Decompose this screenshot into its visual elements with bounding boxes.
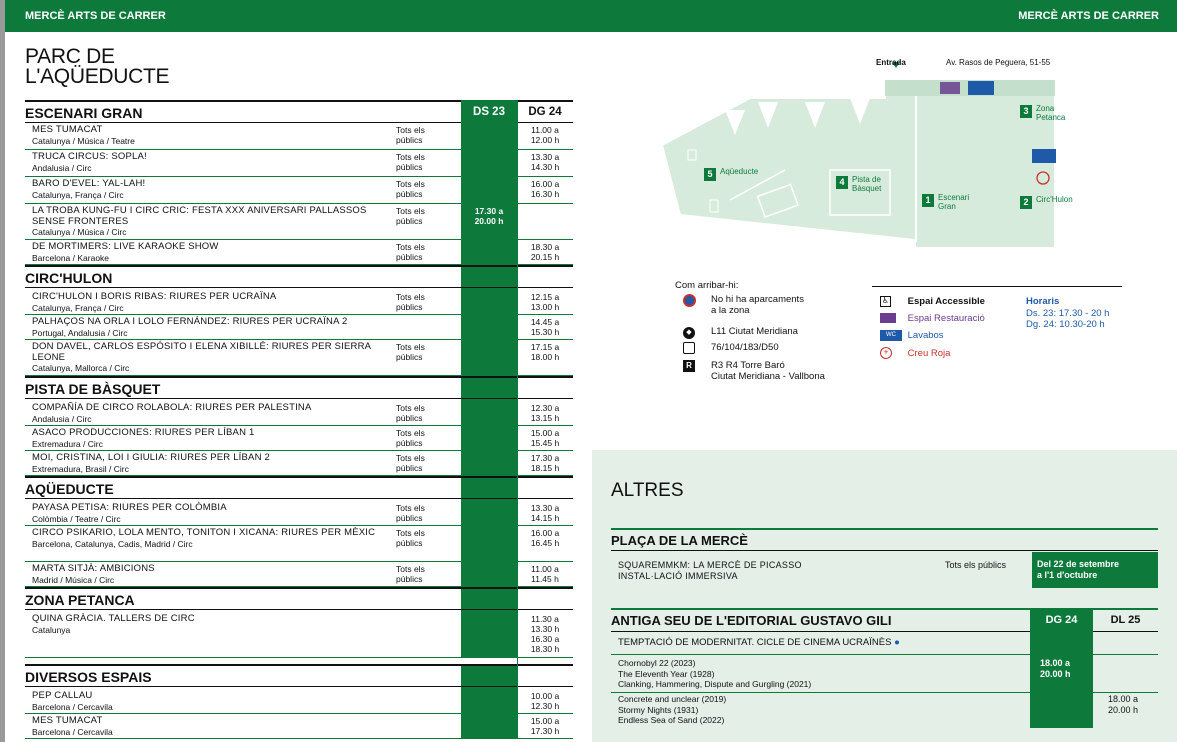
- park-title: [25, 47, 225, 87]
- schedule-row: [25, 501, 573, 526]
- show-origin: Catalunya: [32, 624, 71, 635]
- section-header: [25, 376, 573, 399]
- section-name: PISTA DE BÀSQUET: [25, 381, 161, 397]
- schedule-row: [25, 526, 573, 562]
- audience-line2: públics: [396, 352, 423, 362]
- merce-event: [618, 560, 802, 581]
- transport-text: R3 R4 Torre Baró Ciutat Meridiana - Vallbona: [711, 360, 825, 382]
- dg-time: 17.30 a 18.15 h: [530, 453, 560, 473]
- how-to-get-there: [675, 280, 825, 382]
- ds-cell: [461, 340, 517, 376]
- show-title: DE MORTIMERS: LIVE KARAOKE SHOW: [32, 241, 219, 252]
- dg-time: 11.00 a 12.00 h: [530, 125, 560, 145]
- section-header: [25, 664, 573, 687]
- show-origin: Andalusia / Circ: [32, 162, 92, 173]
- schedule-row: [25, 177, 573, 204]
- show-origin: Catalunya / Música / Circ: [32, 227, 127, 237]
- gili-films-1: Chornobyl 22 (2023) The Eleventh Year (1928) Clanking, Hammering, Dispute and Gurgling (2021): [618, 658, 812, 689]
- section-name: ESCENARI GRAN: [25, 105, 143, 121]
- section-name: DIVERSOS ESPAIS: [25, 669, 152, 685]
- dg-time: 16.00 a 16.45 h: [530, 528, 560, 548]
- show-title: QUINA GRÀCIA. TALLERS DE CIRC: [32, 613, 195, 624]
- merce-rule: [611, 550, 1158, 551]
- banner-left: MERCÈ ARTS DE CARRER: [25, 10, 166, 22]
- zone-label: Pista de Bàsquet: [852, 175, 882, 193]
- show-title: ASACO PRODUCCIONES: RIURES PER LÍBAN 1: [32, 427, 255, 438]
- gili-films-2: Concrete and unclear (2019) Stormy Nights (1931) Endless Sea of Sand (2022): [618, 694, 727, 725]
- facilities-legend: [880, 296, 985, 364]
- gili-time-1: 18.00 a 20.00 h: [1040, 658, 1071, 679]
- blue-dot-icon: ●: [894, 637, 900, 648]
- schedule-row: [25, 426, 573, 451]
- section-header: [25, 476, 573, 499]
- schedule-row: [25, 123, 573, 150]
- gili-cicle: [618, 638, 1165, 649]
- ds-cell: [461, 150, 517, 177]
- show-origin: Catalunya, França / Circ: [32, 189, 124, 200]
- audience-line1: Tots els: [396, 152, 425, 162]
- zone-number: 3: [1020, 105, 1032, 118]
- section-header: [25, 265, 573, 288]
- show-title: MARTA SITJÀ: AMBICIONS: [32, 563, 155, 574]
- audience-line1: Tots els: [396, 503, 425, 513]
- audience-line1: Tots els: [396, 179, 425, 189]
- audience: [396, 206, 425, 226]
- gili-rule2: [611, 654, 1158, 655]
- audience-line1: Tots els: [396, 453, 425, 463]
- transport-text: No hi ha aparcaments a la zona: [711, 294, 804, 316]
- audience-line2: públics: [396, 463, 423, 473]
- map-zone-2: [1020, 196, 1073, 209]
- show-origin: Barcelona / Cercavila: [32, 701, 113, 712]
- audience-line1: Tots els: [396, 428, 425, 438]
- audience-line1: Tots els: [396, 403, 425, 413]
- dg-time: 15.00 a 17.30 h: [530, 716, 560, 736]
- horaris-title: Horaris: [1026, 296, 1060, 307]
- ds-cell: [461, 315, 517, 340]
- zone-number: 4: [836, 176, 848, 189]
- show-title: CIRCO PSIKARIO, LOLA MENTO, TONITON I XICANA: RIURES PER MÈXIC: [32, 527, 376, 538]
- zone-label: Escenari Gran: [938, 193, 970, 211]
- park-map: [640, 50, 1110, 260]
- show-title: TRUCA CIRCUS: SOPLA!: [32, 151, 147, 162]
- show-origin: Andalusia / Circ: [32, 413, 92, 424]
- ds-cell: [461, 714, 517, 739]
- show-origin: Extremadura / Circ: [32, 438, 103, 449]
- audience-line1: Tots els: [396, 242, 425, 252]
- show-title: LA TROBA KUNG-FU I CIRC CRIC: FESTA XXX ANIVERSARI PALLASSOS SENSE FRONTERES: [32, 205, 367, 227]
- show-origin: Barcelona, Catalunya, Cadis, Madrid / Circ: [32, 538, 193, 549]
- show-title: DON DAVEL, CARLOS ESPÓSITO I ELENA XIBILLÉ: RIURES PER SIERRA LEONE: [32, 341, 371, 363]
- audience-line1: Tots els: [396, 292, 425, 302]
- audience-line1: Tots els: [396, 342, 425, 352]
- map-drawing: [640, 50, 1110, 260]
- legend-restaurant: Espai Restauració: [907, 313, 985, 324]
- show-origin: Barcelona / Karaoke: [32, 252, 110, 263]
- ds-cell: [461, 290, 517, 315]
- legend-rule: [872, 286, 1122, 287]
- legend-cross: Creu Roja: [907, 347, 951, 359]
- gili-dg: DG 24: [1030, 608, 1093, 632]
- audience: [396, 453, 425, 473]
- red-cross-icon: +: [880, 347, 892, 359]
- map-zone-1: [922, 194, 969, 211]
- audience-line2: públics: [396, 413, 423, 423]
- opening-hours: [1026, 296, 1109, 330]
- show-origin: Extremadura, Brasil / Circ: [32, 463, 129, 474]
- show-title: CIRC'HULON I BORIS RIBAS: RIURES PER UCRAÏNA: [32, 291, 277, 302]
- audience-line1: Tots els: [396, 206, 425, 216]
- ds-cell: [461, 401, 517, 426]
- ds-cell: [461, 123, 517, 150]
- section-name: CIRC'HULON: [25, 270, 113, 286]
- section-header: [25, 100, 573, 123]
- ds-cell: [461, 562, 517, 587]
- bus-icon: [683, 342, 695, 357]
- zone-label: Aqüeducte: [720, 167, 759, 176]
- show-title: PALHAÇOS NA ORLA I LOLO FERNÁNDEZ: RIURES PER UCRAÏNA 2: [32, 316, 348, 327]
- top-banner: [5, 0, 1177, 32]
- audience: [396, 503, 425, 523]
- ds-time: 17.30 a 20.00 h: [474, 206, 504, 226]
- audience-line1: Tots els: [396, 564, 425, 574]
- audience: [396, 179, 425, 199]
- schedule-row: [25, 401, 573, 426]
- show-title: MES TUMACAT: [32, 715, 103, 726]
- dg-time: 10.00 a 12.30 h: [530, 691, 560, 711]
- dg-time: 13.30 a 14.30 h: [530, 152, 560, 172]
- audience: [396, 292, 425, 312]
- restaurant-icon: [880, 313, 896, 323]
- ds-cell: [461, 501, 517, 526]
- map-address: Av. Rasos de Peguera, 51-55: [946, 58, 1051, 67]
- audience-line1: Tots els: [396, 528, 425, 538]
- audience: [396, 428, 425, 448]
- merce-dates: Del 22 de setembre a l'1 d'octubre: [1032, 552, 1158, 588]
- audience: [396, 564, 425, 584]
- zone-number: 1: [922, 194, 934, 207]
- dg-time: 13.30 a 14.15 h: [530, 503, 560, 523]
- section-name: ZONA PETANCA: [25, 592, 135, 608]
- merce-event-title: SQUAREMMKM: LA MERCÈ DE PICASSO: [618, 560, 802, 570]
- dg-time: 11.30 a 13.30 h 16.30 a 18.30 h: [530, 614, 560, 654]
- gili-name: ANTIGA SEU DE L'EDITORIAL GUSTAVO GILI: [611, 613, 892, 628]
- altres-panel: [592, 450, 1177, 742]
- show-title: PEP CALLAU: [32, 690, 93, 701]
- show-title: MOI, CRISTINA, LOI I GIULIA: RIURES PER LÍBAN 2: [32, 452, 270, 463]
- show-title: PAYASA PETISA: RIURES PER COLÒMBIA: [32, 502, 227, 513]
- audience-line2: públics: [396, 252, 423, 262]
- audience-line2: públics: [396, 162, 423, 172]
- schedule-row: [25, 562, 573, 587]
- audience: [396, 342, 425, 362]
- transport-text: L11 Ciutat Meridiana: [711, 326, 798, 337]
- show-origin: Catalunya, França / Circ: [32, 302, 124, 313]
- schedule-row: [25, 290, 573, 315]
- dg-time: 12.15 a 13.00 h: [530, 292, 560, 312]
- merce-event-title2: INSTAL·LACIÓ IMMERSIVA: [618, 570, 738, 581]
- dg-time: 16.00 a 16.30 h: [530, 179, 560, 199]
- dg-time: 15.00 a 15.45 h: [530, 428, 560, 448]
- altres-title: ALTRES: [611, 480, 684, 501]
- wc-icon: WC: [880, 330, 902, 341]
- ds-cell: [461, 689, 517, 714]
- day-ds: DS 23: [461, 100, 517, 123]
- schedule-row: [25, 689, 573, 714]
- day-dg: DG 24: [528, 106, 562, 118]
- audience: [396, 125, 425, 145]
- ds-cell: [461, 426, 517, 451]
- schedule-row: [25, 340, 573, 376]
- legend-wc: Lavabos: [907, 330, 944, 342]
- merce-heading: [611, 528, 1158, 548]
- park-title-line2: L'AQÜEDUCTE: [25, 65, 170, 88]
- audience: [396, 528, 425, 548]
- audience: [396, 403, 425, 423]
- show-origin: Colòmbia / Teatre / Circ: [32, 513, 121, 524]
- audience-line2: públics: [396, 538, 423, 548]
- audience: [396, 152, 425, 172]
- rail-icon: R: [683, 360, 695, 372]
- ds-cell: [461, 526, 517, 562]
- schedule-row: [25, 315, 573, 340]
- audience-line2: públics: [396, 135, 423, 145]
- show-title: MES TUMACAT: [32, 124, 103, 135]
- schedule-row: [25, 714, 573, 739]
- schedule-row: [25, 150, 573, 177]
- merce-public: Tots els públics: [945, 560, 1007, 570]
- ds-cell: [461, 612, 517, 658]
- merce-name: PLAÇA DE LA MERCÈ: [611, 533, 748, 548]
- schedule-row: [25, 204, 573, 240]
- metro-icon: ◆: [683, 326, 695, 339]
- zone-label: Zona Petanca: [1036, 104, 1066, 122]
- section-name: AQÜEDUCTE: [25, 481, 114, 497]
- show-origin: Catalunya / Música / Teatre: [32, 135, 135, 146]
- column-divider: [517, 100, 518, 739]
- gili-cicle-text: TEMPTACIÓ DE MODERNITAT. CICLE DE CINEMA UCRAÏNÈS: [618, 637, 892, 648]
- map-zone-5: [704, 168, 758, 181]
- audience-line2: públics: [396, 189, 423, 199]
- map-entrada: Entrada: [876, 58, 906, 67]
- dg-time: 11.00 a 11.45 h: [531, 564, 559, 584]
- gili-rule3: [611, 692, 1158, 693]
- show-origin: Madrid / Música / Circ: [32, 574, 115, 585]
- audience-line2: públics: [396, 438, 423, 448]
- show-title: BARO D'EVEL: YAL-LAH!: [32, 178, 146, 189]
- ds-cell: [461, 177, 517, 204]
- audience-line2: públics: [396, 574, 423, 584]
- horaris-dg: Dg. 24: 10.30-20 h: [1026, 319, 1105, 330]
- show-title: COMPAÑÍA DE CIRCO ROLABOLA: RIURES PER PALESTINA: [32, 402, 312, 413]
- section-header: [25, 587, 573, 610]
- map-zone-3: [1020, 105, 1065, 122]
- audience: [396, 242, 425, 262]
- schedule-row: [25, 612, 573, 658]
- transport-text: 76/104/183/D50: [711, 342, 779, 353]
- dg-time: 14.45 a 15.30 h: [530, 317, 560, 337]
- gili-time-2: 18.00 a 20.00 h: [1108, 694, 1139, 715]
- ds-cell: [461, 240, 517, 265]
- page-edge: [0, 0, 5, 742]
- map-zone-4: [836, 176, 881, 193]
- audience-line1: Tots els: [396, 125, 425, 135]
- no-parking-icon: [683, 294, 696, 310]
- zone-number: 2: [1020, 196, 1032, 209]
- audience-line2: públics: [396, 513, 423, 523]
- dg-time: 12.30 a 13.15 h: [530, 403, 560, 423]
- how-title: Com arribar-hi:: [675, 280, 739, 291]
- ds-cell: [461, 451, 517, 476]
- audience-line2: públics: [396, 302, 423, 312]
- banner-right: MERCÈ ARTS DE CARRER: [1018, 10, 1159, 22]
- park-title-line1: PARC DE: [25, 45, 115, 68]
- dg-time: 17.15 a 18.00 h: [530, 342, 560, 362]
- gili-dl: DL 25: [1110, 614, 1141, 626]
- accessible-icon: ♿: [881, 296, 890, 305]
- horaris-ds: Ds. 23: 17.30 - 20 h: [1026, 308, 1110, 319]
- zone-number: 5: [704, 168, 716, 181]
- schedule-row: [25, 240, 573, 265]
- show-origin: Barcelona / Cercavila: [32, 726, 113, 737]
- show-origin: Catalunya, Mallorca / Circ: [32, 363, 130, 373]
- schedule-row: [25, 451, 573, 476]
- zone-label: Circ'Hulon: [1036, 195, 1073, 204]
- audience-line2: públics: [396, 216, 423, 226]
- legend-accessible: Espai Accessible: [907, 296, 985, 308]
- dg-time: 18.30 a 20.15 h: [530, 242, 560, 262]
- show-origin: Portugal, Andalusia / Circ: [32, 327, 128, 338]
